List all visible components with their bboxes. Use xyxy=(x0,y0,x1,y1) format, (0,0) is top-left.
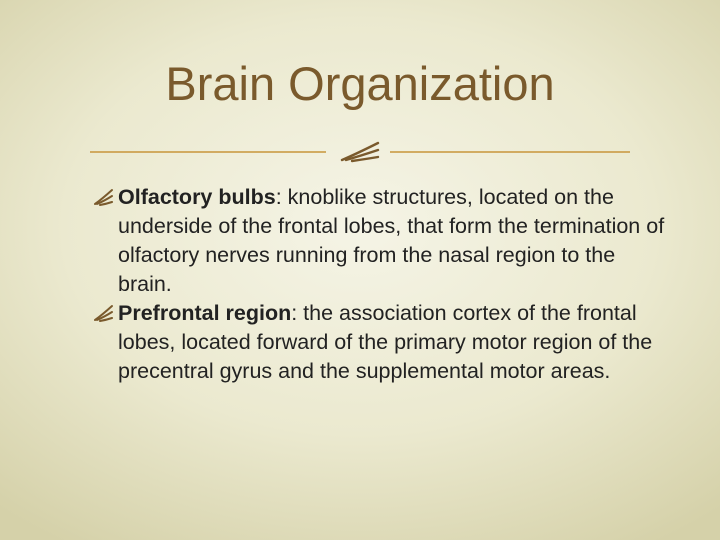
bullet-term: Prefrontal region xyxy=(118,301,292,325)
bullet-text: : knoblike structures, located on the underside of the frontal lobes, that form the termination of olfactory nerves running from the nasal region to the brain. xyxy=(118,185,665,296)
bullet-item-olfactory-bulbs xyxy=(92,183,672,299)
swoosh-bullet-icon xyxy=(92,304,114,322)
slide-title: Brain Organization xyxy=(165,57,555,110)
bullet-text: : the association cortex of the frontal lobes, located forward of the primary motor region of the precentral gyrus and the supplemental motor areas. xyxy=(118,301,653,383)
bullet-item-prefrontal-region xyxy=(92,299,672,386)
swoosh-bullet-icon xyxy=(92,188,114,206)
bullet-list xyxy=(92,183,672,386)
bullet-term: Olfactory bulbs xyxy=(118,185,276,209)
title-divider xyxy=(90,140,630,164)
swoosh-flourish-icon xyxy=(342,143,378,161)
